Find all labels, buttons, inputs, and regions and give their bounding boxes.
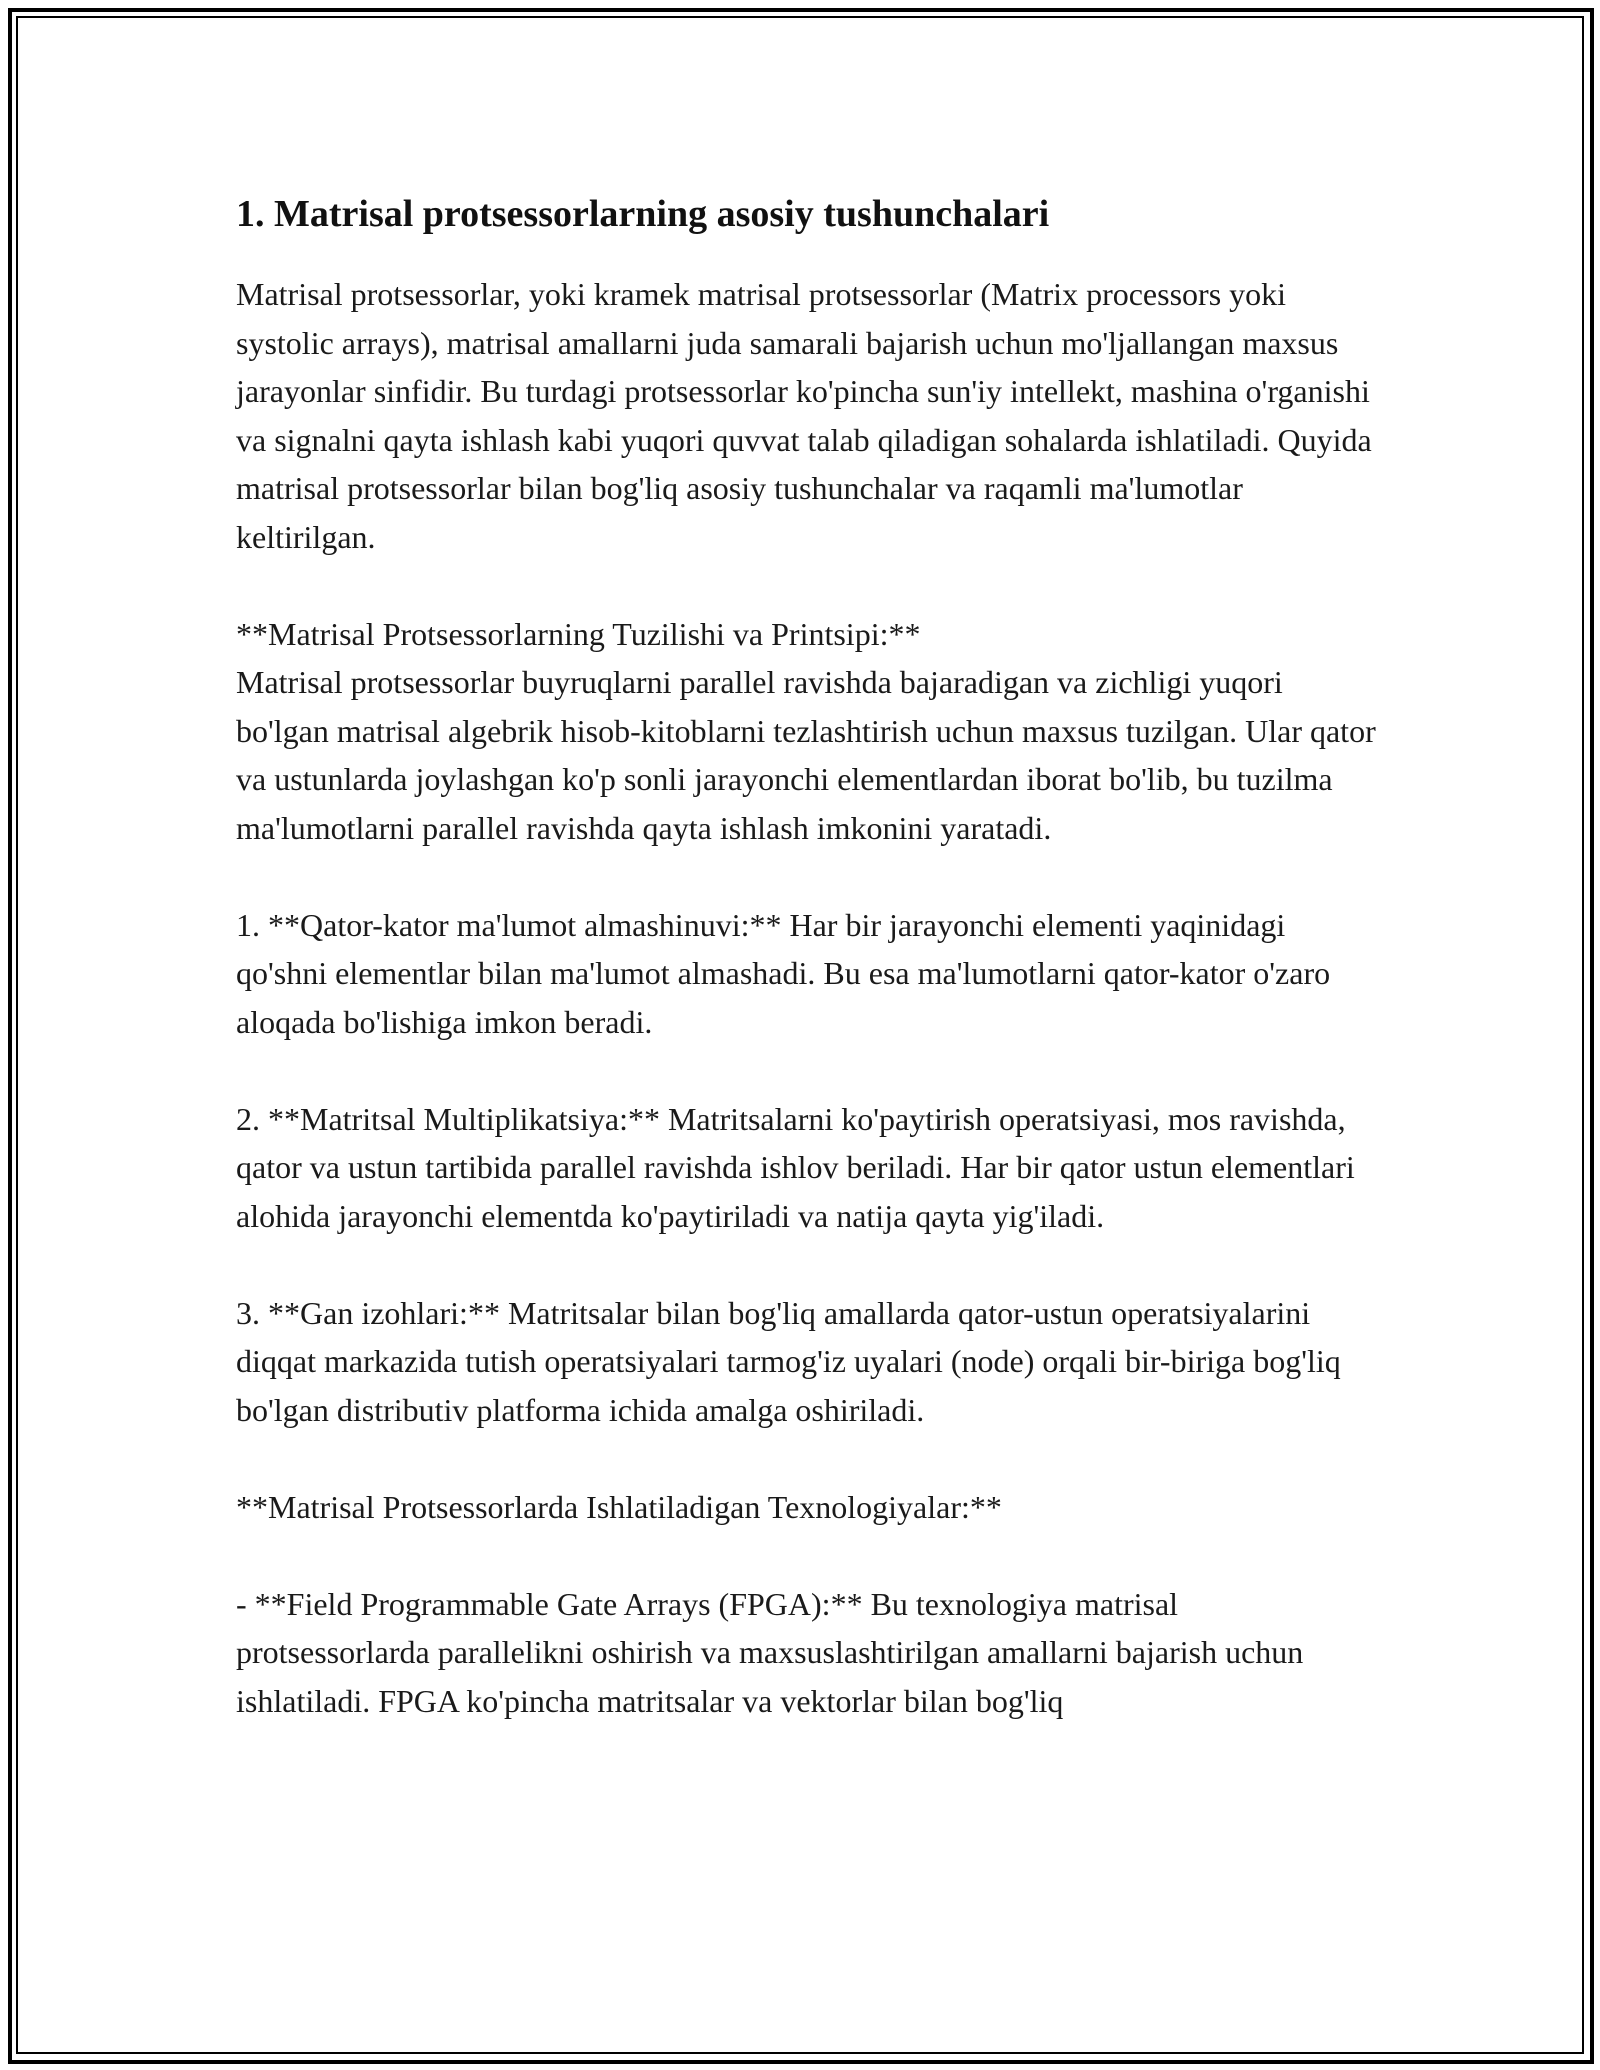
list-item-3: 3. **Gan izohlari:** Matritsalar bilan bog'liq amallarda qator-ustun operatsiyalarini diqqat markazida tutish operatsiyalari tarmog'iz uyalari (node) orqali bir-biriga bog'liq bo'lgan distributiv platforma ichida amalga oshiriladi. xyxy=(236,1294,1341,1428)
document-body xyxy=(236,186,1376,1774)
fpga-bullet: - **Field Programmable Gate Arrays (FPGA):** Bu texnologiya matrisal protsessorlarda parallelikni oshirish va maxsuslashtirilgan amallarni bajarish uchun ishlatiladi. FPGA ko'pincha matritsalar va vektorlar bilan bog'liq xyxy=(236,1585,1304,1719)
list-item-2: 2. **Matritsal Multiplikatsiya:** Matritsalarni ko'paytirish operatsiyasi, mos ravishda, qator va ustun tartibida parallel ravishda ishlov beriladi. Har bir qator ustun elementlari alohida jarayonchi elementda ko'paytiriladi va natija qayta yig'iladi. xyxy=(236,1100,1355,1234)
technologies-heading: **Matrisal Protsessorlarda Ishlatiladigan Texnologiyalar:** xyxy=(236,1488,1002,1525)
list-item-1: 1. **Qator-kator ma'lumot almashinuvi:** Har bir jarayonchi elementi yaqinidagi qo'shni elementlar bilan ma'lumot almashadi. Bu esa ma'lumotlarni qator-kator o'zaro aloqada bo'lishiga imkon beradi. xyxy=(236,906,1331,1040)
section-heading: 1. Matrisal protsessorlarning asosiy tushunchalari xyxy=(236,193,1050,235)
intro-paragraph: Matrisal protsessorlar, yoki kramek matrisal protsessorlar (Matrix processors yoki systolic arrays), matrisal amallarni juda samarali bajarish uchun mo'ljallangan maxsus jarayonlar sinfidir. Bu turdagi protsessorlar ko'pincha sun'iy intellekt, mashina o'rganishi va signalni qayta ishlash kabi yuqori quvvat talab qiladigan sohalarda ishlatiladi. Quyida matrisal protsessorlar bilan bog'liq asosiy tushunchalar va raqamli ma'lumotlar keltirilgan. xyxy=(236,276,1372,555)
structure-paragraph: **Matrisal Protsessorlarning Tuzilishi va Printsipi:** Matrisal protsessorlar buyruqlarni parallel ravishda bajaradigan va zichligi yuqori bo'lgan matrisal algebrik hisob-kitoblarni tezlashtirish uchun maxsus tuzilgan. Ular qator va ustunlarda joylashgan ko'p sonli jarayonchi elementlardan iborat bo'lib, bu tuzilma ma'lumotlarni parallel ravishda qayta ishlash imkonini yaratadi. xyxy=(236,615,1376,846)
